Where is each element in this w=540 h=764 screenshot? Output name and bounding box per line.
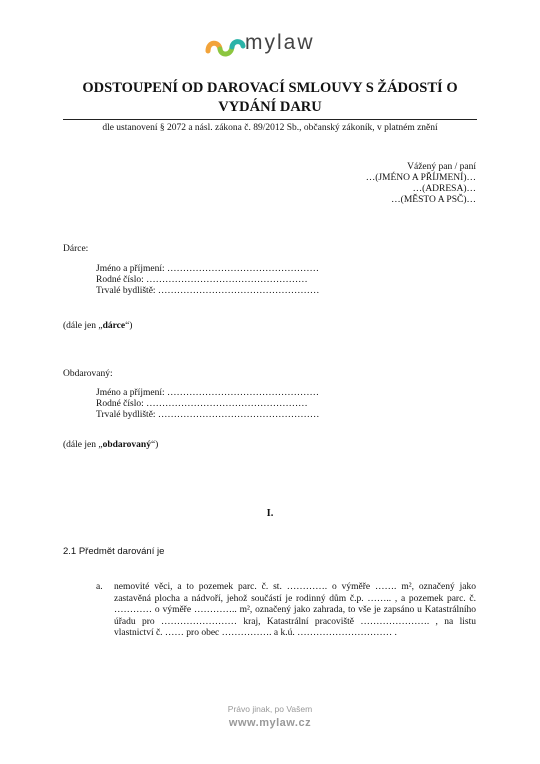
address-street: …(ADRESA)…	[412, 184, 476, 194]
item-text: nemovité věci, a to pozemek parc. č. st. …………. o výměře ……. m², označený jako zastavěná plocha a nádvoří, jehož součástí je rodinný dům č.p. …….. , a pozemek parc. č. ………… o výměře ………….. m², označený jako zahrada, to vše je zapsáno u Katastrálního úřadu pro …………………… kraj, Katastrální pracoviště …………………. , na listu vlastnictví č. …… pro obec ……………. a k.ú. ………………………… .	[114, 582, 476, 639]
donor-name-field: Jméno a příjmení: …………………………………………	[96, 264, 319, 274]
donee-birth-number-field: Rodné číslo: ……………………………………………	[96, 399, 308, 409]
donee-name-field: Jméno a příjmení: …………………………………………	[96, 388, 319, 398]
document-title	[60, 79, 480, 117]
logo-text: mylaw	[245, 31, 315, 54]
donor-reference	[63, 321, 132, 332]
donor-details	[96, 264, 319, 297]
legal-basis: dle ustanovení § 2072 a násl. zákona č. 89/2012 Sb., občanský zákoník, v platném znění	[102, 123, 438, 133]
donor-birth-number-field: Rodné číslo: ……………………………………………	[96, 275, 308, 285]
footer-url[interactable]: www.mylaw.cz	[228, 717, 312, 729]
donor-ref-suffix: “)	[125, 321, 133, 331]
donee-reference	[63, 440, 158, 451]
donee-ref-suffix: “)	[150, 440, 159, 450]
donee-details	[96, 388, 319, 421]
item-label: a.	[96, 582, 103, 592]
section-number: I.	[266, 508, 274, 519]
section-heading: 2.1 Předmět darování je	[63, 546, 165, 557]
donee-heading: Obdarovaný:	[63, 369, 113, 379]
donee-ref-term: obdarovaný	[102, 440, 151, 450]
title-line-1: ODSTOUPENÍ OD DAROVACÍ SMLOUVY S ŽÁDOSTÍ O	[82, 80, 458, 96]
address-name: …(JMÉNO A PŘÍJMENÍ)…	[365, 173, 476, 183]
mylaw-logo	[205, 31, 340, 64]
donor-heading: Dárce:	[63, 244, 89, 254]
donee-ref-prefix: (dále jen „	[63, 440, 103, 450]
mylaw-logo-icon	[205, 36, 247, 58]
donee-residence-field: Trvalé bydliště: ……………………………………………	[96, 410, 320, 420]
footer-tagline: Právo jinak, po Vašem	[227, 704, 313, 714]
donor-ref-prefix: (dále jen „	[63, 321, 103, 331]
address-salutation: Vážený pan / paní	[407, 162, 476, 172]
donor-ref-term: dárce	[102, 321, 126, 331]
address-city: …(MĚSTO A PSČ)…	[391, 195, 476, 205]
title-divider	[63, 119, 477, 120]
title-line-2: VYDÁNÍ DARU	[218, 99, 322, 115]
recipient-address	[366, 162, 476, 206]
donor-residence-field: Trvalé bydliště: ……………………………………………	[96, 286, 320, 296]
